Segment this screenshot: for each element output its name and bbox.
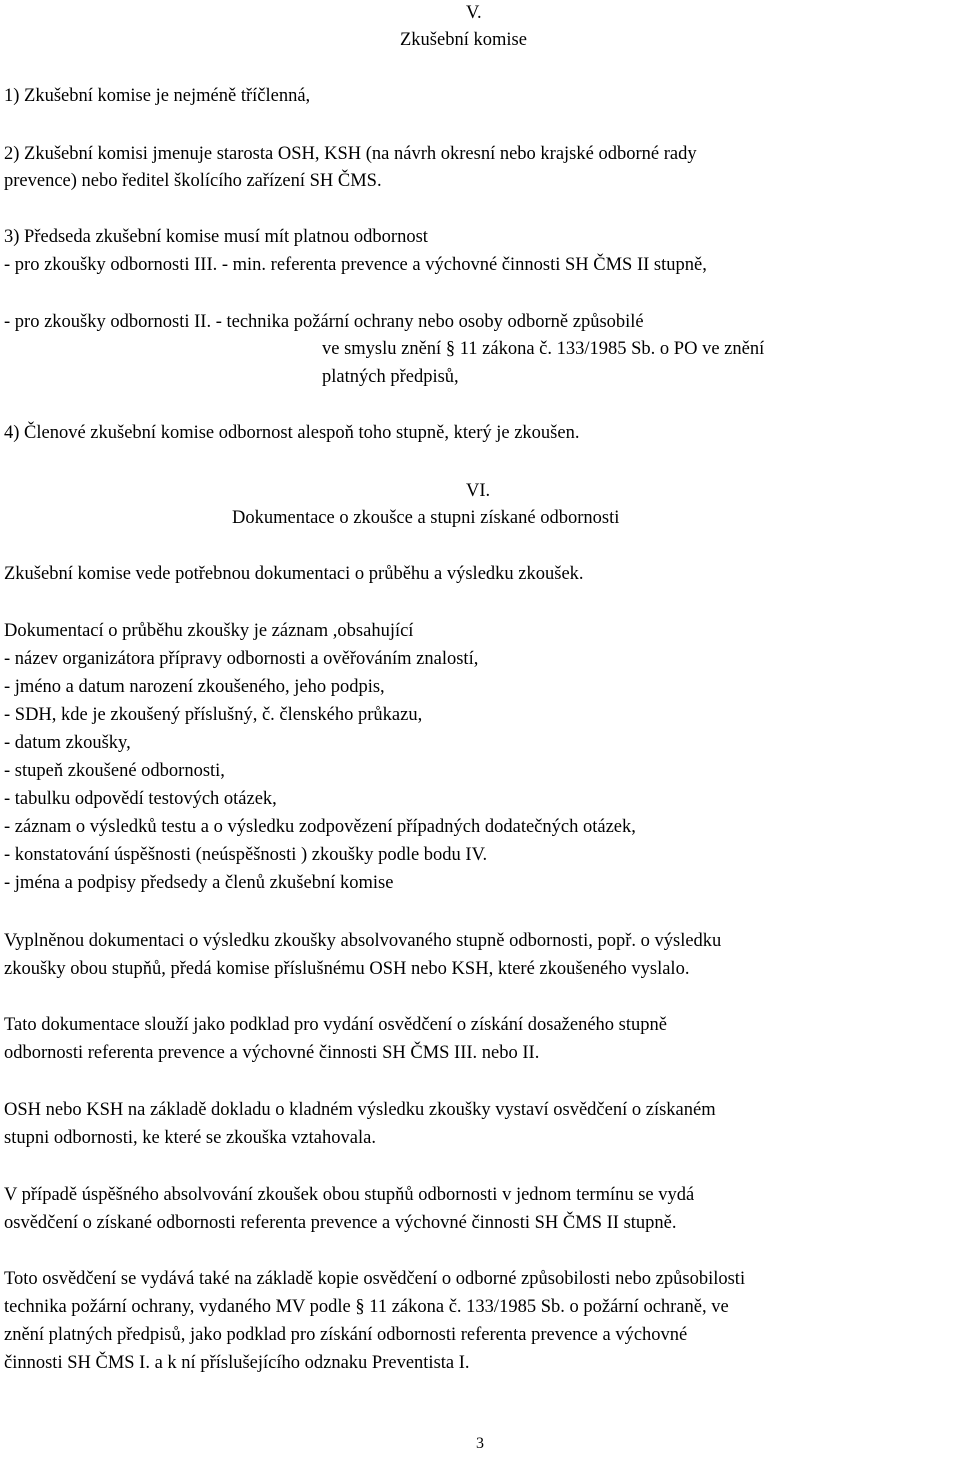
paragraph-line: Tato dokumentace slouží jako podklad pro vydání osvědčení o získání dosaženého stupně: [4, 1015, 667, 1035]
list-item: - jména a podpisy předsedy a členů zkušební komise: [4, 873, 394, 893]
list-item: - datum zkoušky,: [4, 733, 131, 753]
paragraph-line: - pro zkoušky odbornosti II. - technika požární ochrany nebo osoby odborně způsobilé: [4, 312, 644, 332]
paragraph-line: 4) Členové zkušební komise odbornost alespoň toho stupně, který je zkoušen.: [4, 423, 580, 443]
list-item: - název organizátora přípravy odbornosti a ověřováním znalostí,: [4, 649, 479, 669]
section-title: Dokumentace o zkoušce a stupni získané odbornosti: [232, 508, 620, 528]
paragraph-line: platných předpisů,: [322, 367, 459, 387]
list-item: - stupeň zkoušené odbornosti,: [4, 761, 225, 781]
section-number: V.: [466, 3, 482, 23]
section-title: Zkušební komise: [400, 30, 527, 50]
paragraph-line: Zkušební komise vede potřebnou dokumentaci o průběhu a výsledku zkoušek.: [4, 564, 584, 584]
list-item: - SDH, kde je zkoušený příslušný, č. členského průkazu,: [4, 705, 423, 725]
paragraph-line: OSH nebo KSH na základě dokladu o kladném výsledku zkoušky vystaví osvědčení o získaném: [4, 1100, 716, 1120]
list-item: - jméno a datum narození zkoušeného, jeho podpis,: [4, 677, 385, 697]
paragraph-line: Vyplněnou dokumentaci o výsledku zkoušky absolvovaného stupně odbornosti, popř. o výsledku: [4, 931, 722, 951]
paragraph-line: prevence) nebo ředitel školícího zařízení SH ČMS.: [4, 171, 382, 191]
paragraph-line: technika požární ochrany, vydaného MV podle § 11 zákona č. 133/1985 Sb. o požární ochraně, ve: [4, 1297, 729, 1317]
paragraph-line: ve smyslu znění § 11 zákona č. 133/1985 Sb. o PO ve znění: [322, 339, 765, 359]
list-item: - tabulku odpovědí testových otázek,: [4, 789, 277, 809]
paragraph-line: Dokumentací o průběhu zkoušky je záznam ,obsahující: [4, 621, 414, 641]
paragraph-line: 3) Předseda zkušební komise musí mít platnou odbornost: [4, 227, 428, 247]
paragraph-line: - pro zkoušky odbornosti III. - min. referenta prevence a výchovné činnosti SH ČMS II stupně,: [4, 255, 707, 275]
paragraph-line: osvědčení o získané odbornosti referenta prevence a výchovné činnosti SH ČMS II stupně.: [4, 1213, 677, 1233]
paragraph-line: Toto osvědčení se vydává také na základě kopie osvědčení o odborné způsobilosti nebo způsobilosti: [4, 1269, 746, 1289]
page-number: 3: [476, 1435, 484, 1452]
paragraph-line: stupni odbornosti, ke které se zkouška vztahovala.: [4, 1128, 376, 1148]
paragraph-line: zkoušky obou stupňů, předá komise příslušnému OSH nebo KSH, které zkoušeného vyslalo.: [4, 959, 690, 979]
paragraph-line: 1) Zkušební komise je nejméně tříčlenná,: [4, 86, 311, 106]
paragraph-line: znění platných předpisů, jako podklad pro získání odbornosti referenta prevence a výchovné: [4, 1325, 688, 1345]
list-item: - konstatování úspěšnosti (neúspěšnosti ) zkoušky podle bodu IV.: [4, 845, 488, 865]
paragraph-line: 2) Zkušební komisi jmenuje starosta OSH, KSH (na návrh okresní nebo krajské odborné rady: [4, 144, 697, 164]
paragraph-line: V případě úspěšného absolvování zkoušek obou stupňů odbornosti v jednom termínu se vydá: [4, 1185, 695, 1205]
list-item: - záznam o výsledků testu a o výsledku zodpovězení případných dodatečných otázek,: [4, 817, 636, 837]
paragraph-line: odbornosti referenta prevence a výchovné činnosti SH ČMS III. nebo II.: [4, 1043, 540, 1063]
paragraph-line: činnosti SH ČMS I. a k ní příslušejícího odznaku Preventista I.: [4, 1353, 470, 1373]
section-number: VI.: [466, 481, 491, 501]
